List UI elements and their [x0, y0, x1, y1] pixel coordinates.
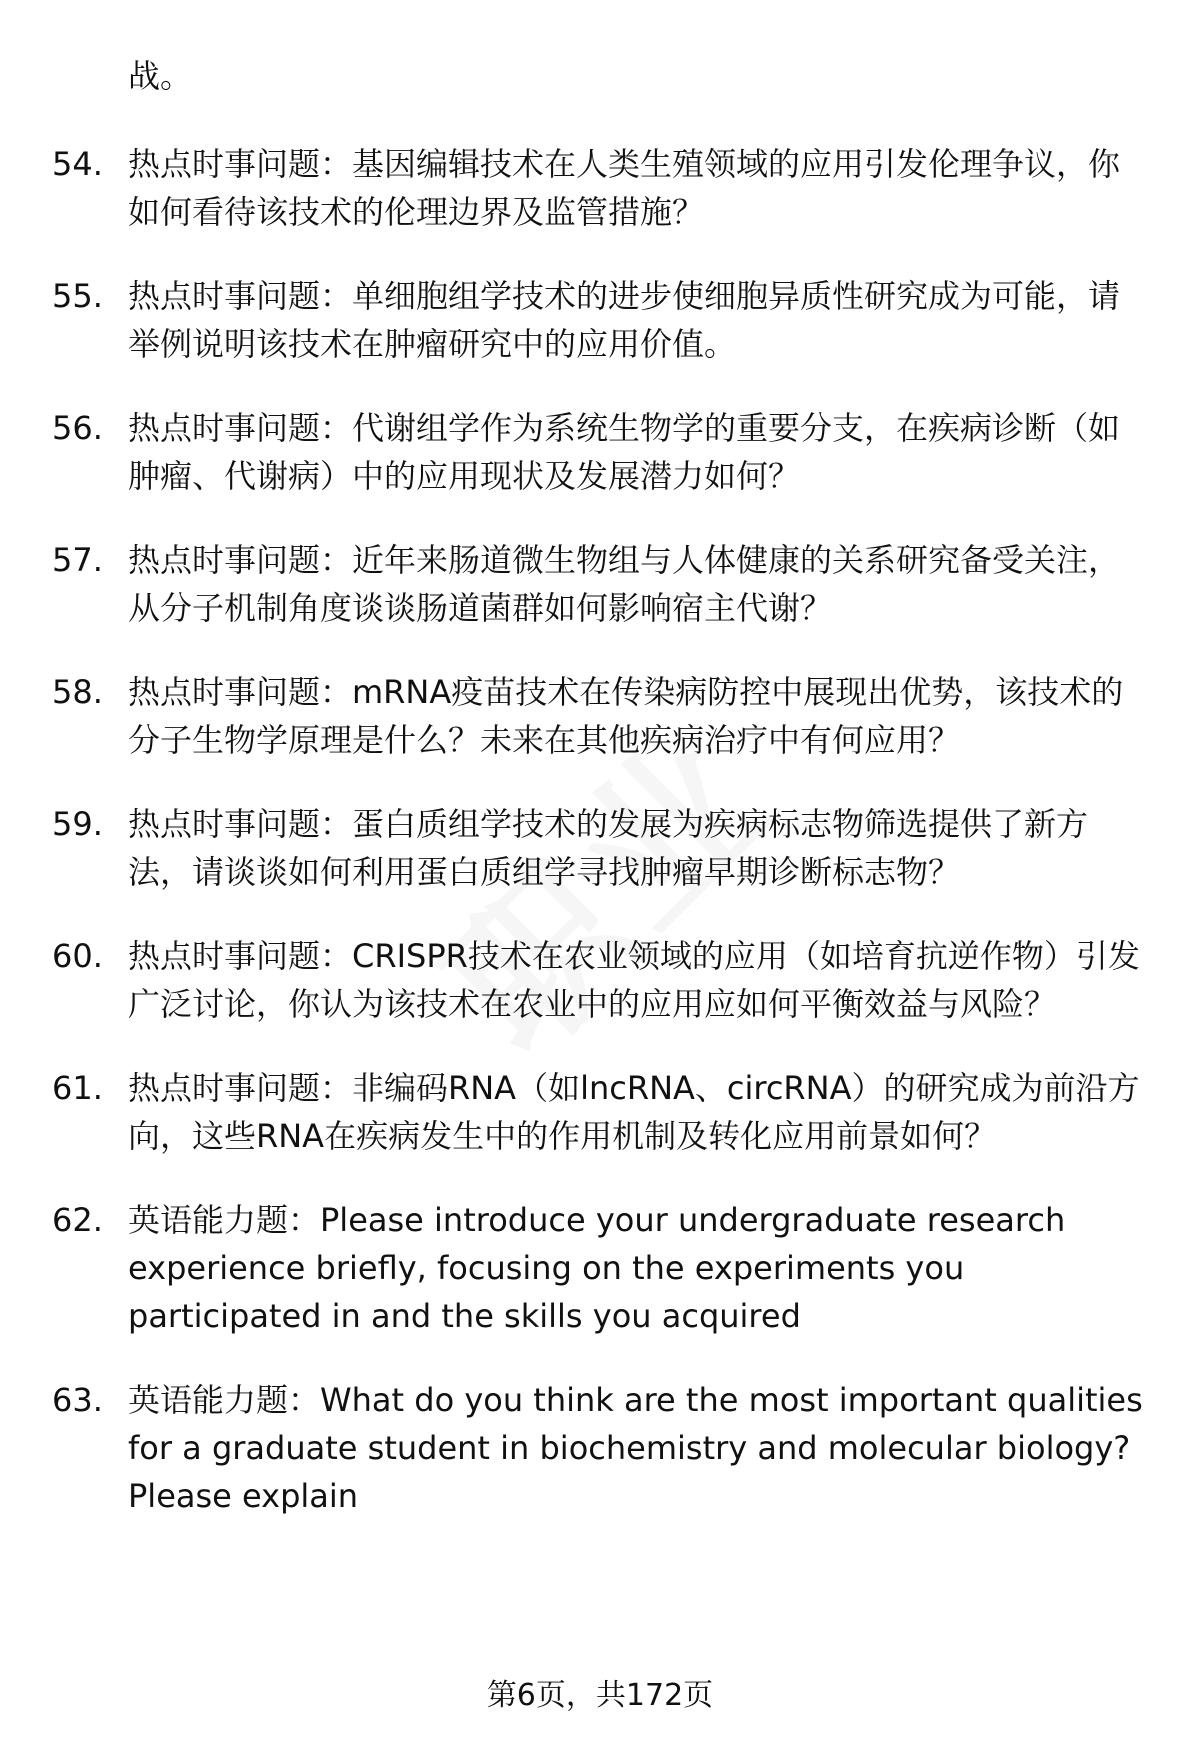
question-item [0, 1196, 1200, 1340]
question-item [0, 932, 1200, 1028]
question-text: 热点时事问题：基因编辑技术在人类生殖领域的应用引发伦理争议，你如何看待该技术的伦理边界及监管措施？ [128, 145, 1121, 231]
question-text: 热点时事问题：近年来肠道微生物组与人体健康的关系研究备受关注，从分子机制角度谈谈肠道菌群如何影响宿主代谢？ [128, 541, 1121, 627]
question-number: 56. [52, 409, 103, 447]
continuation-text: 战。 [128, 57, 193, 95]
question-number: 61. [52, 1069, 103, 1107]
question-list [0, 140, 1200, 1556]
question-item [0, 404, 1200, 500]
question-item [0, 1064, 1200, 1160]
question-item [0, 272, 1200, 368]
question-text: 英语能力题：Please introduce your undergraduate research experience briefly, focusing on the experiments you participated in and the skills you acquired [128, 1201, 1066, 1335]
question-text: 热点时事问题：mRNA疫苗技术在传染病防控中展现出优势，该技术的分子生物学原理是什么？未来在其他疾病治疗中有何应用？ [128, 673, 1124, 759]
question-text: 热点时事问题：蛋白质组学技术的发展为疾病标志物筛选提供了新方法，请谈谈如何利用蛋白质组学寻找肿瘤早期诊断标志物？ [128, 805, 1089, 891]
question-number: 58. [52, 673, 103, 711]
question-text: 英语能力题：What do you think are the most important qualities for a graduate student in biochemistry and molecular biology? Please explain [128, 1381, 1143, 1515]
question-item [0, 140, 1200, 236]
question-item [0, 1376, 1200, 1520]
question-text: 热点时事问题：单细胞组学技术的进步使细胞异质性研究成为可能，请举例说明该技术在肿瘤研究中的应用价值。 [128, 277, 1121, 363]
question-item [0, 800, 1200, 896]
question-text: 热点时事问题：CRISPR技术在农业领域的应用（如培育抗逆作物）引发广泛讨论，你认为该技术在农业中的应用应如何平衡效益与风险？ [128, 937, 1140, 1023]
question-item [0, 668, 1200, 764]
question-number: 55. [52, 277, 103, 315]
question-number: 62. [52, 1201, 103, 1239]
question-number: 54. [52, 145, 103, 183]
page-footer: 第6页，共172页 [486, 1678, 714, 1713]
question-number: 59. [52, 805, 103, 843]
question-text: 热点时事问题：代谢组学作为系统生物学的重要分支，在疾病诊断（如肿瘤、代谢病）中的应用现状及发展潜力如何？ [128, 409, 1121, 495]
question-text: 热点时事问题：非编码RNA（如lncRNA、circRNA）的研究成为前沿方向，这些RNA在疾病发生中的作用机制及转化应用前景如何？ [128, 1069, 1140, 1155]
question-number: 57. [52, 541, 103, 579]
question-item [0, 536, 1200, 632]
question-number: 63. [52, 1381, 103, 1419]
question-number: 60. [52, 937, 103, 975]
